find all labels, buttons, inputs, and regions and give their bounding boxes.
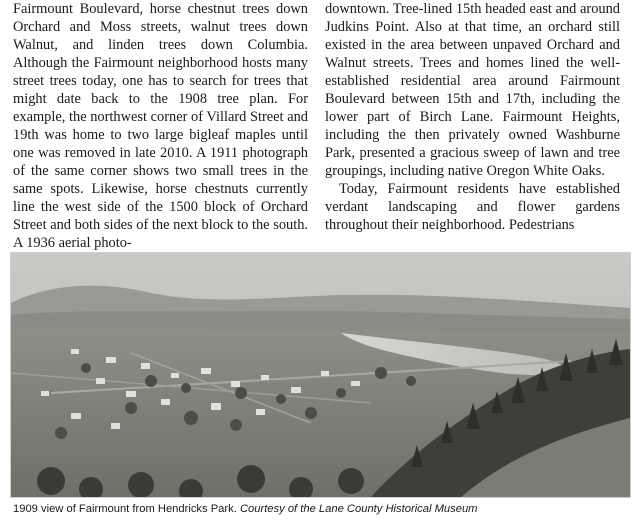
historical-photograph [10, 252, 631, 498]
left-text-column [13, 0, 308, 252]
caption-text: 1909 view of Fairmount from Hendricks Park. [13, 503, 237, 515]
right-paragraph-1: downtown. Tree-lined 15th headed east and around Judkins Point. Also at that time, an orchard still existed in the area between unpaved Orchard and Walnut streets. Trees and homes lined the well-established residential area around Fairmount Boulevard between 15th and 17th, including the lower part of Birch Lane. Fairmount Heights, including the then privately owned Washburne Park, presented a gracious sweep of lawn and tree groupings, including native Oregon White Oaks. [325, 1, 620, 179]
fairmount-landscape-image [11, 253, 630, 497]
figure-caption [13, 502, 627, 516]
left-paragraph: Fairmount Boulevard, horse chestnut trees down Orchard and Moss streets, walnut trees down Walnut, and linden trees down Columbia. Although the Fairmount neighborhood hosts many street trees today, one has to search for trees that might date back to the 1908 tree plan. For example, the northwest corner of Villard Street and 19th was home to two large bigleaf maples until one was removed in late 2010. A 1911 photograph of the same corner shows two small trees in the same spots. Likewise, horse chestnuts currently line the west side of the 1500 block of Orchard Street and both sides of the next block to the south. A 1936 aerial photo- [13, 1, 308, 251]
right-paragraph-2: Today, Fairmount residents have established verdant landscaping and flower gardens throughout their neighborhood. Pedestrians [325, 181, 620, 233]
right-text-column [325, 0, 620, 234]
caption-credit: Courtesy of the Lane County Historical Museum [239, 503, 478, 515]
